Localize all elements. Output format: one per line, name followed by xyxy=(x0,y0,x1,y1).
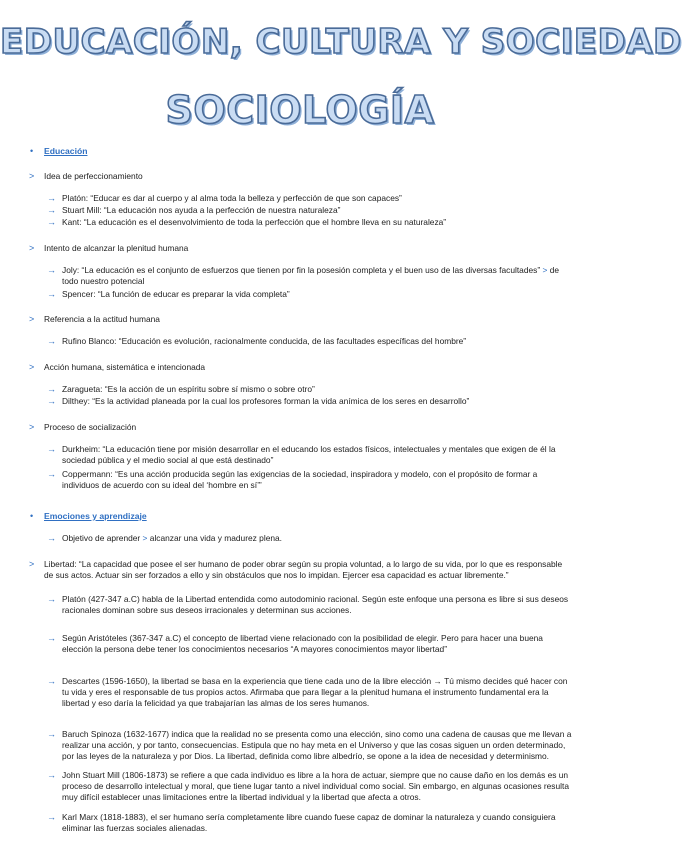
arrow-right-icon: → xyxy=(47,396,56,406)
chevron-right-icon: > xyxy=(29,559,35,569)
arrow-right-icon: → xyxy=(47,217,56,227)
quote-dilthey: Dilthey: “Es la actividad planeada por la cual los profesores forman la vida anímica de los seres en desarrollo” xyxy=(62,396,470,406)
quote-kant: Kant: “La educación es el desenvolvimiento de toda la perfección que el hombre lleva en su naturaleza” xyxy=(62,217,447,227)
quote-durkheim: Durkheim: “La educación tiene por misión desarrollar en el educando los estados físicos, intelectuales y mentales que exigen de él la sociedad pública y el medio social al que está destinado” xyxy=(62,444,556,465)
arrow-right-icon: → xyxy=(47,594,56,604)
chevron-right-icon: > xyxy=(542,265,548,275)
section-emociones[interactable]: Emociones y aprendizaje xyxy=(44,511,147,521)
header-accion: Acción humana, sistemática e intencionada xyxy=(44,362,206,372)
arrow-right-icon: → xyxy=(47,770,56,780)
arrow-right-icon: → xyxy=(47,812,56,822)
chevron-right-icon: > xyxy=(142,533,148,543)
libertad-aristoteles: Según Aristóteles (367-347 a.C) el concepto de libertad viene relacionado con la posibilidad de elegir. Pero para hacer una buena elección la persona debe tener los conocimientos necesarios “A mayores conocimientos mayor libertad” xyxy=(62,633,543,654)
section-educacion[interactable]: Educación xyxy=(44,146,88,156)
chevron-right-icon: > xyxy=(29,243,35,253)
bullet-icon: • xyxy=(30,511,34,521)
arrow-right-icon: → xyxy=(47,533,56,543)
header-plenitud: Intento de alcanzar la plenitud humana xyxy=(44,243,189,253)
objetivo-text: Objetivo de aprender xyxy=(62,533,141,543)
arrow-right-icon: → xyxy=(47,676,56,686)
arrow-right-icon: → xyxy=(47,384,56,394)
chevron-right-icon: > xyxy=(29,171,35,181)
header-perfeccionamiento: Idea de perfeccionamiento xyxy=(44,171,143,181)
arrow-right-icon: → xyxy=(47,265,56,275)
quote-joly-tail: de todo nuestro potencial xyxy=(62,265,560,286)
chevron-right-icon: > xyxy=(29,314,35,324)
chevron-right-icon: > xyxy=(29,362,35,372)
arrow-right-icon: → xyxy=(47,633,56,643)
arrow-right-icon: → xyxy=(47,336,56,346)
quote-joly-text: Joly: “La educación es el conjunto de esfuerzos que tienen por fin la posesión completa y el buen uso de las diversas facultades” xyxy=(62,265,541,275)
objetivo xyxy=(62,533,572,544)
bullet-icon: • xyxy=(30,146,34,156)
arrow-right-icon: → xyxy=(47,289,56,299)
quote-platon: Platón: “Educar es dar al cuerpo y al alma toda la belleza y perfección de que son capaces” xyxy=(62,193,402,203)
header-socializacion: Proceso de socialización xyxy=(44,422,137,432)
libertad-descartes: Descartes (1596-1650), la libertad se basa en la experiencia que tiene cada uno de la libre elección → Tú mismo decides qué hacer con tu vida y eres el responsable de tus propios actos. Afirmaba que para llegar a la plenitud humana el instrumento fundamental era la libertad y eso daría la felicidad ya que trabajarían las almas de los seres humanos. xyxy=(62,676,568,708)
libertad-platon: Platón (427-347 a.C) habla de la Libertad entendida como autodominio racional. Según este enfoque una persona es libre si sus deseos racionales dominan sobre sus deseos irracionales y determinan sus acciones. xyxy=(62,594,569,615)
main-title: EDUCACIÓN, CULTURA Y SOCIEDAD xyxy=(0,22,682,62)
arrow-right-icon: → xyxy=(47,469,56,479)
quote-spencer: Spencer: “La función de educar es preparar la vida completa” xyxy=(62,289,290,299)
quote-zaragueta: Zaragueta: “Es la acción de un espíritu sobre sí mismo o sobre otro” xyxy=(62,384,315,394)
objetivo-tail: alcanzar una vida y madurez plena. xyxy=(149,533,282,543)
libertad-marx: Karl Marx (1818-1883), el ser humano sería completamente libre cuando fuese capaz de dominar la naturaleza y cuando consiguiera eliminar las fuerzas sociales alienadas. xyxy=(62,812,556,833)
arrow-right-icon: → xyxy=(47,193,56,203)
subtitle: SOCIOLOGÍA xyxy=(165,88,435,132)
header-actitud: Referencia a la actitud humana xyxy=(44,314,160,324)
definicion-libertad: Libertad: “La capacidad que posee el ser humano de poder obrar según su propia voluntad, a lo largo de su vida, por lo que es responsable de sus actos. Actuar sin ser forzados a ello y sin obstáculos que nos lo impidan. Ejercer esa capacidad es actuar libremente.” xyxy=(44,559,563,580)
quote-coppermann: Coppermann: “Es una acción producida según las exigencias de la sociedad, inspiradora y modelo, con el propósito de formar a individuos de acuerdo con su ideal del ‘hombre en sí’” xyxy=(62,469,538,490)
arrow-right-icon: → xyxy=(47,205,56,215)
quote-stuart-mill: Stuart Mill: “La educación nos ayuda a la perfección de nuestra naturaleza” xyxy=(62,205,341,215)
arrow-right-icon: → xyxy=(47,444,56,454)
quote-rufino-blanco: Rufino Blanco: “Educación es evolución, racionalmente conducida, de las facultades específicas del hombre” xyxy=(62,336,467,346)
libertad-spinoza: Baruch Spinoza (1632-1677) indica que la realidad no se presenta como una elección, sino como una cadena de causas que me llevan a realizar una acción, y por tanto, consecuencias. Estipula que no hay meta en el Universo y que las cosas siguen un orden determinado, por las leyes de la naturaleza y por Dios. La libertad, definida como libre albedrío, se opone a la idea de necesidad y determinismo. xyxy=(62,729,572,761)
arrow-right-icon: → xyxy=(47,729,56,739)
quote-joly xyxy=(62,265,572,287)
libertad-stuart-mill: John Stuart Mill (1806-1873) se refiere a que cada individuo es libre a la hora de actuar, siempre que no cause daño en los demás es un proceso de desarrollo intelectual y moral, que tiene lugar tanto a nivel individual como social. Sin embargo, en algunas ocasiones resulta muy difícil establecer unas limitaciones entre la libertad individual y la libertad que afecta a otros. xyxy=(62,770,569,802)
chevron-right-icon: > xyxy=(29,422,35,432)
